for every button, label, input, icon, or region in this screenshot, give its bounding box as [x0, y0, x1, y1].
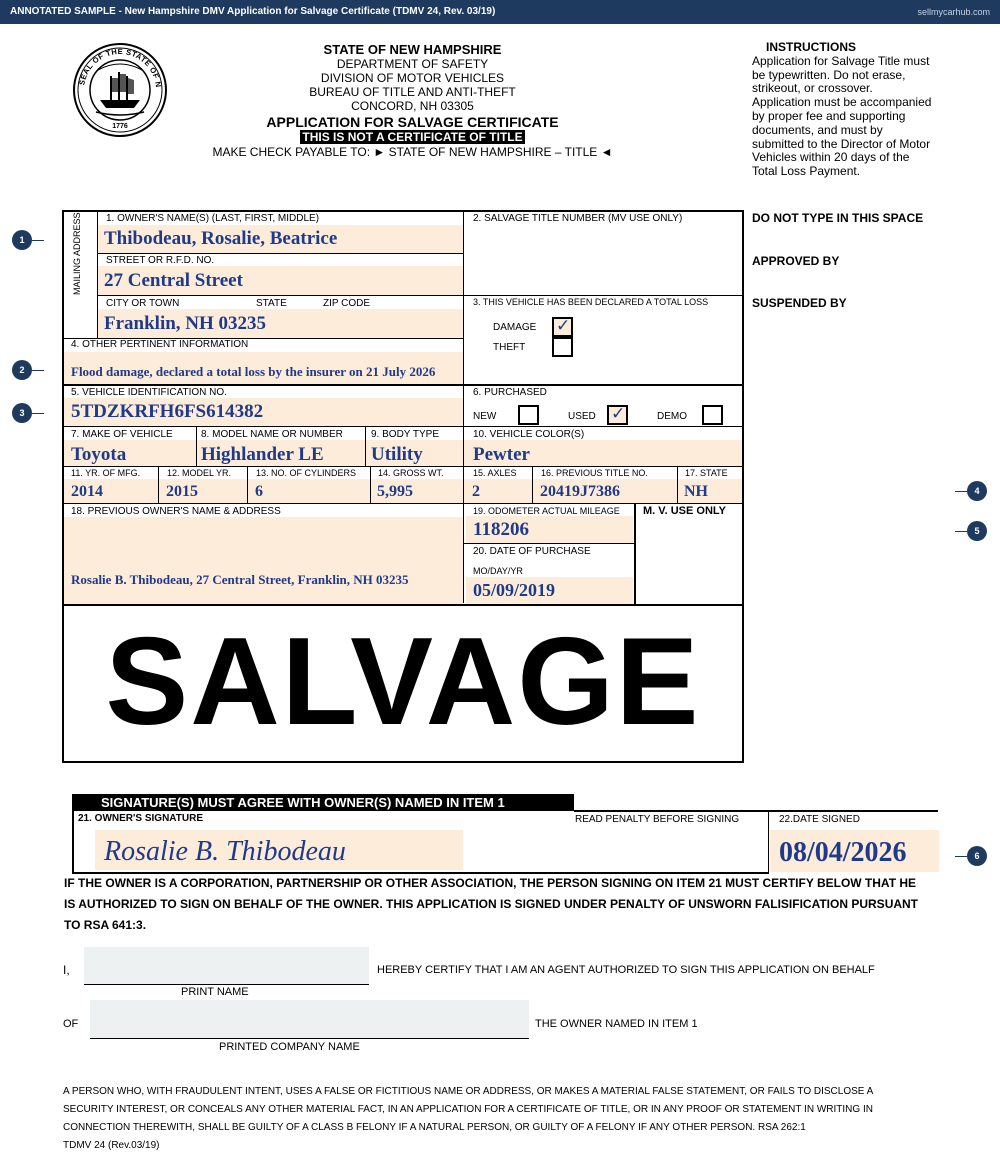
axles-label: 15. AXLES [473, 468, 517, 478]
salvage-stamp: SALVAGE [105, 613, 701, 751]
theft-label: THEFT [493, 342, 526, 353]
theft-checkbox[interactable] [552, 337, 573, 357]
instructions-line: documents, and must by [752, 122, 883, 137]
model-yr-value[interactable]: 2015 [166, 483, 198, 500]
callout-3: 3 [12, 403, 32, 423]
date-purchase-value[interactable]: 05/09/2019 [473, 580, 556, 600]
header-address: CONCORD, NH 03305 [351, 99, 474, 113]
date-purchase-label: 20. DATE OF PURCHASE [473, 546, 591, 557]
instructions-line: Total Loss Payment. [752, 164, 861, 179]
mdy-label: MO/DAY/YR [473, 566, 523, 576]
state17-label: 17. STATE [685, 468, 728, 478]
city-label: CITY OR TOWN [106, 298, 180, 309]
owner-name-label: 1. OWNER'S NAME(S) (LAST, FIRST, MIDDLE) [106, 213, 320, 224]
banner-title: ANNOTATED SAMPLE - New Hampshire DMV Application for Salvage Certificate (TDMV 24, Rev. 03/19) [10, 6, 496, 17]
check-icon: ✓ [611, 404, 626, 423]
instructions-line: Vehicles within 20 days of the [752, 150, 910, 165]
make-label: 7. MAKE OF VEHICLE [71, 429, 173, 440]
vin-value[interactable]: 5TDZKRFH6FS614382 [71, 401, 264, 422]
instructions-block [752, 41, 992, 179]
color-value[interactable]: Pewter [473, 444, 530, 465]
zip-label: ZIP CODE [323, 298, 371, 309]
company-name-label: PRINTED COMPANY NAME [219, 1041, 360, 1053]
new-label: NEW [473, 411, 497, 422]
instructions-line: strikeout, or crossover. [752, 81, 873, 96]
salvage-title-label: 2. SALVAGE TITLE NUMBER (MV USE ONLY) [473, 213, 683, 224]
prev-title-value[interactable]: 20419J7386 [540, 483, 620, 500]
header-dept: DEPARTMENT OF SAFETY [336, 57, 489, 71]
yr-mfg-label: 11. YR. OF MFG. [71, 468, 141, 478]
company-name-input[interactable] [90, 1000, 529, 1039]
gross-wt-label: 14. GROSS WT. [378, 468, 444, 478]
owner-named-label: THE OWNER NAMED IN ITEM 1 [535, 1018, 698, 1030]
body-value[interactable]: Utility [371, 444, 423, 465]
other-info-value[interactable]: Flood damage, declared a total loss by the insurer on 21 July 2026 [71, 364, 436, 379]
model-yr-label: 12. MODEL YR. [167, 468, 232, 478]
instructions-line: be typewritten. Do not erase, [752, 67, 906, 82]
hereby-label: HEREBY CERTIFY THAT I AM AN AGENT AUTHORIZED TO SIGN THIS APPLICATION ON BEHALF [377, 964, 875, 976]
city-state-zip-value[interactable]: Franklin, NH 03235 [104, 313, 267, 334]
header-division: DIVISION OF MOTOR VEHICLES [320, 71, 505, 85]
suspended-by-label: SUSPENDED BY [752, 296, 847, 310]
do-not-type-label: DO NOT TYPE IN THIS SPACE [752, 211, 924, 225]
header-state: STATE OF NEW HAMPSHIRE [323, 42, 502, 57]
state-seal [72, 42, 168, 138]
callout-4: 4 [967, 481, 987, 501]
seal-year: 1776 [112, 123, 128, 130]
make-value[interactable]: Toyota [71, 444, 127, 465]
date-signed-label: 22.DATE SIGNED [779, 814, 860, 825]
instructions-line: Application must be accompanied [752, 95, 932, 110]
form-title: APPLICATION FOR SALVAGE CERTIFICATE [266, 114, 559, 130]
owner-signature-label: 21. OWNER'S SIGNATURE [78, 813, 203, 824]
check-icon: ✓ [556, 316, 571, 335]
owner-signature-value[interactable]: Rosalie B. Thibodeau [104, 836, 346, 867]
callout-1: 1 [12, 230, 32, 250]
footer-text [63, 1083, 983, 1155]
seal-ring-text: SEAL OF THE STATE OF N [77, 46, 163, 89]
other-info-label: 4. OTHER PERTINENT INFORMATION [71, 339, 249, 350]
instructions-line: Application for Salvage Title must [752, 53, 930, 68]
corporate-paragraph [64, 873, 964, 936]
model-label: 8. MODEL NAME OR NUMBER [201, 429, 343, 440]
odometer-value[interactable]: 118206 [473, 519, 529, 540]
print-name-label: PRINT NAME [181, 986, 249, 998]
damage-label: DAMAGE [493, 322, 537, 333]
footer-line: CONNECTION THEREWITH, SHALL BE GUILTY OF A CLASS B FELONY IF A NATURAL PERSON, OR GUILTY OF A FELONY IF ANY OTHER PERSON. RSA 262:1 [63, 1122, 806, 1133]
model-value[interactable]: Highlander LE [201, 444, 324, 465]
callout-5: 5 [967, 521, 987, 541]
approved-by-label: APPROVED BY [752, 254, 840, 268]
footer-line: A PERSON WHO, WITH FRAUDULENT INTENT, USES A FALSE OR FICTITIOUS NAME OR ADDRESS, OR MAKES A MATERIAL FALSE STATEMENT, OR FAILS TO DISCLOSE A [63, 1086, 874, 1097]
top-banner [0, 0, 1000, 24]
form-header [200, 42, 625, 159]
used-label: USED [568, 411, 596, 422]
vin-label: 5. VEHICLE IDENTIFICATION NO. [71, 387, 227, 398]
color-label: 10. VEHICLE COLOR(S) [473, 429, 585, 440]
mailing-address-label: MAILING ADDRESS [72, 212, 82, 295]
prev-owner-label: 18. PREVIOUS OWNER'S NAME & ADDRESS [71, 506, 281, 517]
axles-value[interactable]: 2 [472, 483, 480, 500]
header-bureau: BUREAU OF TITLE AND ANTI-THEFT [309, 85, 516, 99]
corporate-line: TO RSA 641:3. [64, 918, 147, 932]
payable-line: MAKE CHECK PAYABLE TO: ► STATE OF NEW HAMPSHIRE – TITLE ◄ [212, 145, 613, 159]
of-label: OF [63, 1018, 79, 1030]
state-label: STATE [256, 298, 287, 309]
date-signed-value[interactable]: 08/04/2026 [779, 837, 907, 868]
yr-mfg-value[interactable]: 2014 [71, 483, 103, 500]
callout-2: 2 [12, 360, 32, 380]
footer-line: SECURITY INTEREST, OR CONCEALS ANY OTHER MATERIAL FACT, IN AN APPLICATION FOR A CERTIFICATE OF TITLE, OR IN ANY PROOF OR STATEMENT IN WRITING IN [63, 1104, 873, 1115]
prev-title-label: 16. PREVIOUS TITLE NO. [541, 468, 648, 478]
gross-wt-value[interactable]: 5,995 [377, 483, 413, 500]
street-value[interactable]: 27 Central Street [104, 270, 243, 291]
state17-value[interactable]: NH [684, 483, 708, 500]
total-loss-label: 3. THIS VEHICLE HAS BEEN DECLARED A TOTAL LOSS [473, 297, 709, 307]
signature-banner: SIGNATURE(S) MUST AGREE WITH OWNER(S) NAMED IN ITEM 1 [72, 794, 574, 811]
print-name-input[interactable] [84, 947, 369, 985]
demo-checkbox[interactable] [702, 405, 723, 425]
corporate-line: IF THE OWNER IS A CORPORATION, PARTNERSHIP OR OTHER ASSOCIATION, THE PERSON SIGNING ON ITEM 21 MUST CERTIFY BELOW THAT HE [64, 876, 917, 890]
instructions-line: submitted to the Director of Motor [752, 136, 931, 151]
corporate-line: IS AUTHORIZED TO SIGN ON BEHALF OF THE OWNER. THIS APPLICATION IS SIGNED UNDER PENALTY OF UNSWORN FALISIFICATION PURSUANT [64, 897, 919, 911]
purchased-label: 6. PURCHASED [473, 387, 547, 398]
i-label: I, [63, 963, 70, 977]
form-id: TDMV 24 (Rev.03/19) [63, 1140, 160, 1151]
penalty-label: READ PENALTY BEFORE SIGNING [575, 814, 740, 825]
mv-use-only-label: M. V. USE ONLY [643, 505, 726, 517]
body-label: 9. BODY TYPE [371, 429, 439, 440]
prev-owner-value[interactable]: Rosalie B. Thibodeau, 27 Central Street, Franklin, NH 03235 [71, 572, 409, 587]
not-title-notice: THIS IS NOT A CERTIFICATE OF TITLE [302, 130, 523, 144]
odometer-label: 19. ODOMETER ACTUAL MILEAGE [473, 506, 620, 516]
instructions-line: by proper fee and supporting [752, 108, 906, 123]
street-label: STREET OR R.F.D. NO. [106, 255, 215, 266]
used-checkbox[interactable] [607, 405, 628, 425]
instructions-heading: INSTRUCTIONS [766, 40, 856, 54]
banner-site[interactable]: sellmycarhub.com [917, 7, 990, 17]
new-checkbox[interactable] [518, 405, 539, 425]
owner-name-value[interactable]: Thibodeau, Rosalie, Beatrice [104, 228, 338, 249]
damage-checkbox[interactable] [552, 317, 573, 337]
callout-6: 6 [967, 846, 987, 866]
cylinders-label: 13. NO. OF CYLINDERS [256, 468, 357, 478]
demo-label: DEMO [657, 411, 687, 422]
cylinders-value[interactable]: 6 [255, 483, 263, 500]
